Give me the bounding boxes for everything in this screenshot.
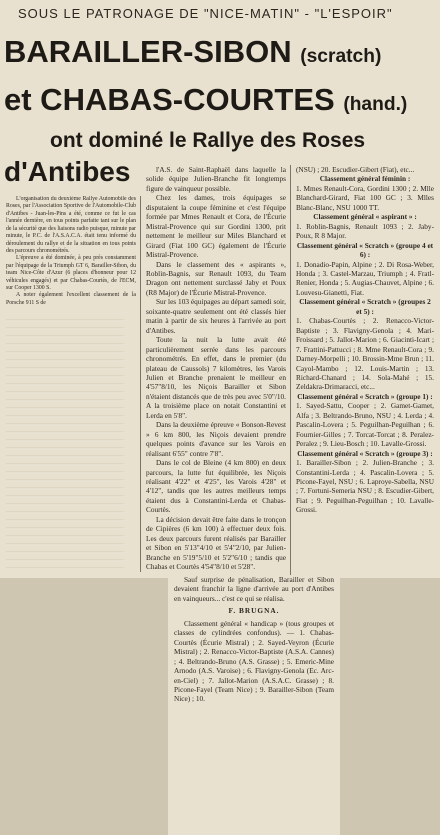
- paragraph: Dans la deuxième épreuve « Bonson-Revest » 6 km 800, les Niçois devaient prendre quelques points d'avance sur les Varois en réalisant 6'55" contre 7'8".: [146, 420, 286, 458]
- results-heading: Classement général « aspirant » :: [313, 212, 417, 222]
- paragraph: La décision devait être faite dans le tronçon de Cipières (6 km 100) à effectuer deux fois. Les deux parcours furent réalisés par Barailler et Sibon en 5'13"4/10 et 5'4"2/10, par Julien-Branche en 5'19"5/10 et 5'2"6/10 ; tandis que Chabas et Courtès 4'54"8/10 et 5'28".: [146, 514, 286, 572]
- paragraph: Chez les dames, trois équipages se disputaient la coupe féminine et c'est l'équipe formée par Mmes Renault et Cora, de l'Écurie Mistral-Provence qui sur Gordini 1300, prit nettement le meilleur sur Miles Blanchard et Girard (Fiat 100 GC) également de l'Écurie Mistral-Provence.: [146, 193, 286, 260]
- article-column-2: [146, 165, 286, 573]
- paragraph: Sauf surprise de pénalisation, Barailler et Sibon devaient franchir la ligne d'arrivée au port d'Antibes en vainqueurs... c'est ce qui se réalisa.: [174, 575, 334, 603]
- ruled-paper-background: [6, 312, 124, 574]
- paragraph: Dans le classement des « aspirants », Roblin-Bagnis, sur Renault 1093, du Team Dragon ont nettement surclassé Jaby et Poux (R8 Major) de l'Écurie Mistral-Provence.: [146, 259, 286, 297]
- results-heading: Classement général « Scratch » (groupe 4 et 6) :: [296, 240, 434, 260]
- results-list: 1. Chabas-Courtès ; 2. Renacco-Victor-Baptiste ; 3. Flavigny-Genola ; 4. Mari-Froissard ; 5. Jallot-Marion ; 6. Giacinti-Icart ; 7. Frattini-Pattucci ; 8. Mme Renault-Cora ; 9. Darney-Morpelli ; 10. Brossin-Mme Brun ; 11. Cayol-Mambo ; 12. Louis-Martin ; 13. Richard-Chanard ; 14. Sola-Mahé ; 15. Zeldakra-Drimaracci, etc...: [296, 316, 434, 392]
- paragraph: Sur les 103 équipages au départ samedi soir, soixante-quatre seulement ont été classés hier matin à partir de six heures à l'arrivée au port d'Antibes.: [146, 297, 286, 335]
- headline-line-3: ont dominé le Rallye des Roses: [50, 129, 366, 152]
- results-list: 1. Roblin-Bagnis, Renault 1093 ; 2. Jaby-Poux, R 8 Major.: [296, 221, 434, 241]
- results-list: 1. Sayed-Sattu, Cooper ; 2. Gamet-Gamet, Alfa ; 3. Beltrando-Bruno, NSU ; 4. Lerda ; 4. Pascalin-Lovera ; 5. Peguilhan-Peguilhan ; 6. Fournier-Gilles ; 7. Torcat-Torcat ; 8. Peralez-Peralez ; 9. Lieu-Bosch ; 10. Lavalle-Grossi.: [296, 401, 434, 449]
- article-column-3: [296, 165, 434, 573]
- headline-line-2: et CHABAS-COURTES (hand.): [4, 82, 408, 117]
- article-kicker: SOUS LE PATRONAGE DE "NICE-MATIN" - "L'ESPOIR": [18, 6, 393, 21]
- results-handicap: Classement général « handicap » (tous groupes et classes de cylindrées confondus). — 1. Chabas-Courtès (Écurie Mistral) ; 2. Sayed-Veyron (Écurie Mistral) ; 2. Renacco-Victor-Baptiste (A.S.A. Cannes) ; 4. Beltrando-Bruno (A.S. Grasse) ; 5. Emeric-Mine Arnodo (A.S. Varoise) ; 6. Flavigny-Genola (Ec. Arc-en-Ciel) ; 7. Jallot-Marion (A.S.A.C. Grasse) ; 8. Picone-Fayel (Team Nice) ; 9. Barailler-Sibon (Team Nice) ; 10.: [174, 618, 334, 704]
- results-list: 1. Mmes Renault-Cora, Gordini 1300 ; 2. Mlle Blanchard-Girard, Fiat 100 GC ; 3. Mlles Blanc-Blanc, NSU 1000 TT.: [296, 183, 434, 212]
- column-rule-1: [140, 196, 141, 572]
- paragraph: Toute la nuit la lutte avait été particulièrement serrée dans les parcours chronométrés. En effet, dans le premier (du plateau de Caussols) 7 kilomètres, les Varois Julien et Branche prenaient le meilleur en 4'57"8/10, les Niçois Barailler et Sibon n'étaient distancés que de très peu avec 5'0"/10. A la troisième place on notait Constantini et Lerda en 5'8".: [146, 335, 286, 420]
- headline-line-1: BARAILLER-SIBON (scratch): [4, 34, 382, 69]
- paragraph: A noter également l'excellent classement de la Porsche 911 S de: [6, 292, 136, 306]
- paragraph: L'épreuve a été dominée, à peu près constamment par l'équipage de la Triumph GT 6, Barailler-Sibon, du team Nice-Côte d'Azur (6 places d'honneur pour 12 véhicules engagés) et par Chabas-Courtès, de l'ECM, sur Cooper 1300 S.: [6, 255, 136, 292]
- column-rule-2: [290, 165, 291, 575]
- paragraph: L'organisation du deuxième Rallye Automobile des Roses, par l'Association Sportive de l'Automobile-Club d'Antibes - Juan-les-Pins a été, comme ce fut le cas l'année dernière, en tous points parfaite tant sur le plan de la sécurité que des liaisons radio puisque, minute par minute, le P.C. de l'A.S.A.C.A. était tenu informé du déroulement du rallye et de la situation en tous points des parcours chronométrés.: [6, 196, 136, 254]
- article-column-1: [6, 196, 136, 308]
- results-heading: Classement général féminin :: [319, 174, 411, 184]
- results-continued: (NSU) ; 20. Escudier-Gibert (Fiat), etc...: [296, 165, 415, 174]
- results-list: 1. Barailler-Sibon ; 2. Julien-Branche ; 3. Constantini-Lerda ; 4. Pascalin-Lovera ; 5. Picone-Fayel, NSU ; 6. Laproye-Sabella, NSU ; 7. Fortuni-Semeria NSU ; 8. Escudier-Gibert, Fiat ; 9. Peguilhan-Peguilhan ; 10. Lavalle-Grossi.: [296, 458, 434, 515]
- results-heading: Classement général « Scratch » (groupe 1) :: [297, 391, 433, 401]
- author-signature: F. BRUGNA.: [228, 606, 280, 616]
- paragraph: Dans le col de Bleine (4 km 800) en deux parcours, la lutte fut équilibrée, les Niçois réalisant 4'22" et 4'25", les Varois 4'28" et 4'12", tandis que les autres meilleurs temps étaient dus à Constantini-Lerda et Chabas-Courtès.: [146, 458, 286, 515]
- article-column-2-continued: [174, 575, 334, 831]
- paragraph: l'A.S. de Saint-Raphaël dans laquelle la solide équipe Julien-Branche fit longtemps figure de vainqueur possible.: [146, 165, 286, 193]
- results-list: 1. Donadio-Papin, Alpine ; 2. Di Rosa-Weber, Honda ; 3. Castel-Marzau, Triumph ; 4. Fratl-Renier, Honda ; 5. Augias-Chauvet, Alpine ; 6. Louvesu-Gianetti, Fiat.: [296, 259, 434, 297]
- results-heading: Classement général « Scratch » (groupes 2 et 5) :: [299, 297, 431, 316]
- headline-line-4: d'Antibes: [4, 156, 131, 187]
- results-heading: Classement général « Scratch » (groupe 3) :: [297, 448, 433, 458]
